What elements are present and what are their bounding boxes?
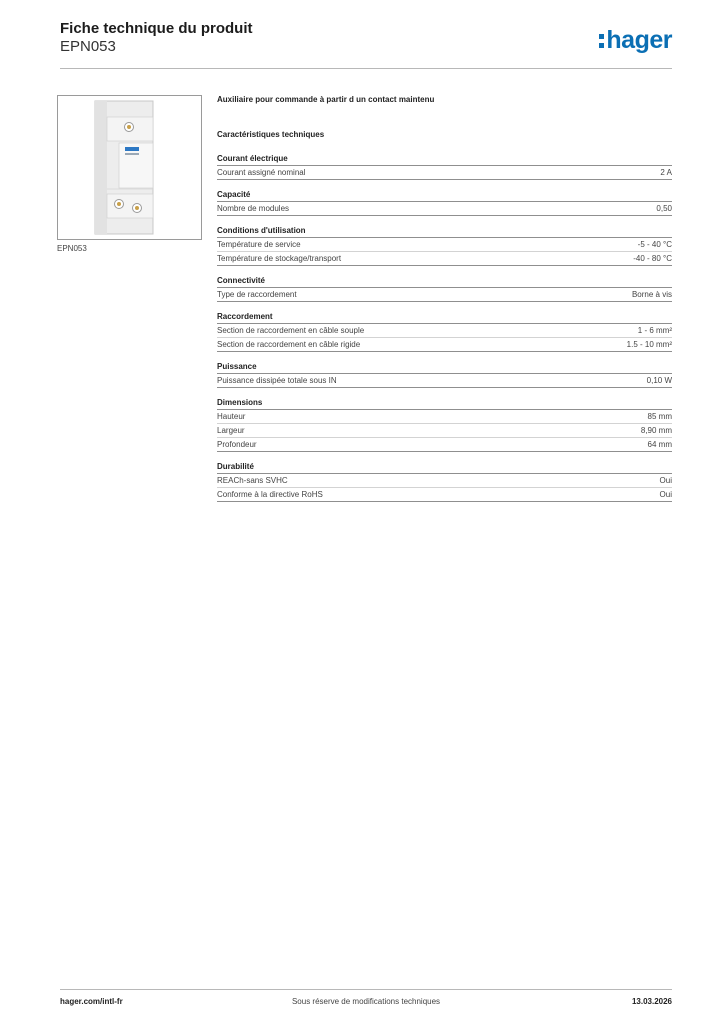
- spec-section: [217, 188, 672, 216]
- section-title: Dimensions: [217, 396, 672, 410]
- spec-label: Section de raccordement en câble souple: [217, 326, 365, 335]
- section-title: Connectivité: [217, 274, 672, 288]
- spec-label: Nombre de modules: [217, 204, 290, 213]
- section-title: Raccordement: [217, 310, 672, 324]
- spec-row: [217, 474, 672, 488]
- modular-auxiliary-device-icon: [91, 99, 167, 235]
- spec-value: -40 - 80 °C: [633, 254, 672, 263]
- spec-value: 64 mm: [647, 440, 672, 449]
- spec-label: REACh-sans SVHC: [217, 476, 288, 485]
- spec-sections: [217, 152, 672, 502]
- spec-section: [217, 274, 672, 302]
- product-reference: EPN053: [60, 38, 116, 55]
- image-caption: EPN053: [57, 244, 87, 253]
- spec-value: Borne à vis: [631, 290, 672, 299]
- spec-label: Type de raccordement: [217, 290, 297, 299]
- spec-row: [217, 438, 672, 452]
- spec-label: Puissance dissipée totale sous IN: [217, 376, 337, 385]
- spec-row: [217, 166, 672, 180]
- spec-section: [217, 224, 672, 266]
- spec-label: Conforme à la directive RoHS: [217, 490, 323, 499]
- spec-row: [217, 488, 672, 502]
- spec-section: [217, 152, 672, 180]
- section-title: Courant électrique: [217, 152, 672, 166]
- product-description: Auxiliaire pour commande à partir d un contact maintenu: [217, 95, 435, 104]
- hager-logo: [599, 26, 672, 55]
- section-title: Durabilité: [217, 460, 672, 474]
- spec-row: [217, 252, 672, 266]
- spec-value: 85 mm: [647, 412, 672, 421]
- spec-row: [217, 338, 672, 352]
- spec-label: Largeur: [217, 426, 245, 435]
- spec-value: -5 - 40 °C: [637, 240, 672, 249]
- spec-row: [217, 202, 672, 216]
- footer-notice: Sous réserve de modifications techniques: [291, 997, 441, 1006]
- spec-label: Hauteur: [217, 412, 246, 421]
- spec-label: Section de raccordement en câble rigide: [217, 340, 361, 349]
- characteristics-heading: Caractéristiques techniques: [217, 130, 325, 139]
- spec-label: Courant assigné nominal: [217, 168, 306, 177]
- spec-row: [217, 410, 672, 424]
- spec-value: 0,10 W: [646, 376, 672, 385]
- spec-row: [217, 288, 672, 302]
- spec-label: Profondeur: [217, 440, 257, 449]
- footer-date: 13.03.2026: [631, 997, 672, 1006]
- spec-row: [217, 424, 672, 438]
- spec-value: 1 - 6 mm²: [637, 326, 672, 335]
- logo-dots-icon: [599, 33, 605, 49]
- spec-value: 2 A: [660, 168, 672, 177]
- spec-section: [217, 310, 672, 352]
- section-title: Puissance: [217, 360, 672, 374]
- logo-text: hager: [606, 26, 672, 54]
- spec-section: [217, 460, 672, 502]
- footer-website[interactable]: hager.com/intl-fr: [60, 997, 123, 1006]
- section-title: Conditions d'utilisation: [217, 224, 672, 238]
- spec-row: [217, 238, 672, 252]
- spec-value: Oui: [659, 476, 672, 485]
- spec-value: 1.5 - 10 mm²: [626, 340, 672, 349]
- spec-value: 0,50: [656, 204, 672, 213]
- spec-content: [217, 90, 672, 502]
- spec-row: [217, 324, 672, 338]
- spec-label: Température de service: [217, 240, 301, 249]
- product-image: [57, 95, 202, 240]
- section-title: Capacité: [217, 188, 672, 202]
- spec-value: 8,90 mm: [640, 426, 672, 435]
- spec-row: [217, 374, 672, 388]
- header-divider: [60, 68, 672, 69]
- spec-value: Oui: [659, 490, 672, 499]
- spec-section: [217, 360, 672, 388]
- footer-divider: [60, 989, 672, 990]
- spec-label: Température de stockage/transport: [217, 254, 342, 263]
- page-title: Fiche technique du produit: [60, 20, 253, 37]
- spec-section: [217, 396, 672, 452]
- page-header: [60, 20, 672, 70]
